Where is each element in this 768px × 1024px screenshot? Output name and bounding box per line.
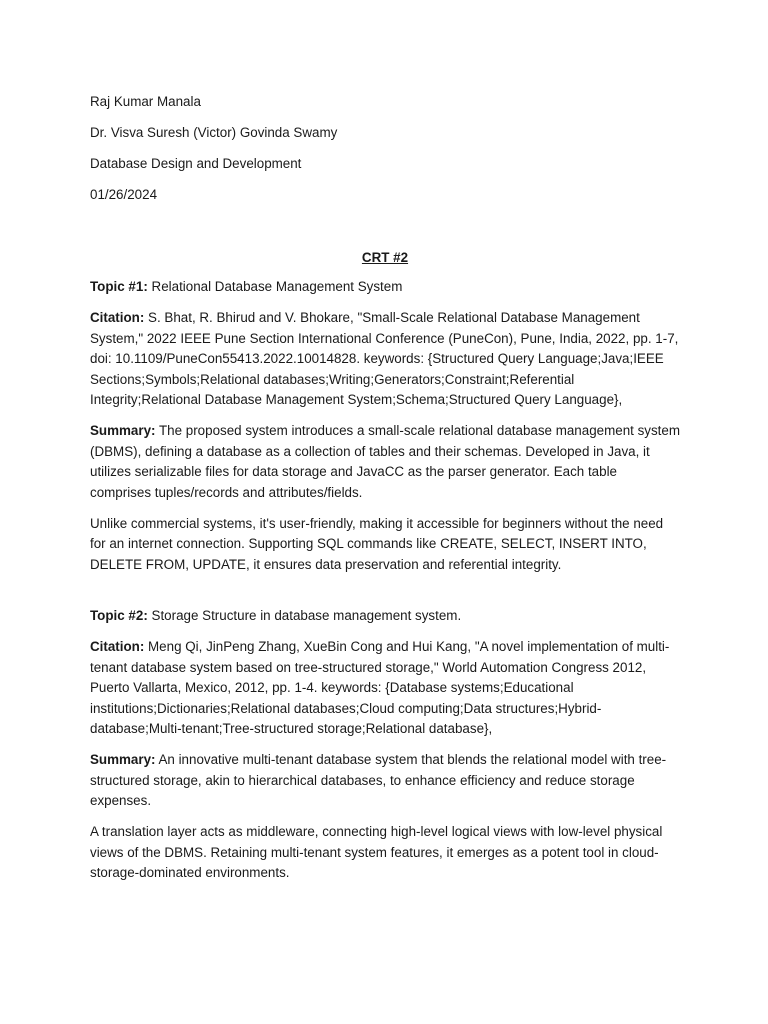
topic-2-heading (90, 606, 680, 627)
citation-2-text: Meng Qi, JinPeng Zhang, XueBin Cong and Hui Kang, "A novel implementation of multi-tenant database system based on tree-structured storage," World Automation Congress 2012, Puerto Vallarta, Mexico, 2012, pp. 1-4. keywords: {Database systems;Educational institutions;Dictionaries;Relational databases;Cloud computing;Data structures;Hybrid-database;Multi-tenant;Tree-structured storage;Relational database}, (90, 639, 670, 736)
topic-2-summary (90, 750, 680, 812)
topic-1-heading (90, 277, 680, 298)
student-name: Raj Kumar Manala (90, 94, 201, 109)
topic-1-citation (90, 308, 680, 411)
document-date: 01/26/2024 (90, 187, 158, 202)
topic-1-label: Topic #1: (90, 279, 148, 294)
topic-2-label: Topic #2: (90, 608, 148, 623)
professor-name: Dr. Visva Suresh (Victor) Govinda Swamy (90, 125, 338, 140)
section-spacer (90, 586, 680, 607)
citation-1-text: S. Bhat, R. Bhirud and V. Bhokare, "Small-Scale Relational Database Management System," 2022 IEEE Pune Section International Conference (PuneCon), Pune, India, 2022, pp. 1-7, doi: 10.1109/PuneCon55413.2022.10014828. keywords: {Structured Query Language;Java;IEEE Sections;Symbols;Relational databases;Writing;Generators;Constraint;Referential Integrity;Relational Database Management System;Schema;Structured Query Language}, (90, 310, 679, 407)
summary-1-text: The proposed system introduces a small-scale relational database management system (DBMS), defining a database as a collection of tables and their schemas. Developed in Java, it utilizes serializable files for data storage and JavaCC as the parser generator. Each table comprises tuples/records and attributes/fields. (90, 423, 680, 500)
course-name: Database Design and Development (90, 156, 302, 171)
summary-2-text: An innovative multi-tenant database system that blends the relational model with tree-structured storage, akin to hierarchical databases, to enhance efficiency and reduce storage expenses. (90, 752, 667, 808)
topic-2-text: Storage Structure in database management system. (151, 608, 462, 623)
summary-2-label: Summary: (90, 752, 156, 767)
topic-2-citation (90, 637, 680, 740)
document-body (90, 92, 680, 894)
document-title: CRT #2 (361, 249, 409, 265)
topic-1-extra: Unlike commercial systems, it's user-friendly, making it accessible for beginners without the need for an internet connection. Supporting SQL commands like CREATE, SELECT, INSERT INTO, DELETE FROM, UPDATE, it ensures data preservation and referential integrity. (90, 515, 664, 572)
citation-1-label: Citation: (90, 310, 145, 325)
topic-2-extra: A translation layer acts as middleware, connecting high-level logical views with low-level physical views of the DBMS. Retaining multi-tenant system features, it emerges as a potent tool in cloud-storage-dominated environments. (90, 824, 663, 880)
topic-1-summary (90, 421, 680, 503)
summary-1-label: Summary: (90, 423, 156, 438)
citation-2-label: Citation: (90, 639, 145, 654)
topic-1-text: Relational Database Management System (151, 279, 403, 294)
